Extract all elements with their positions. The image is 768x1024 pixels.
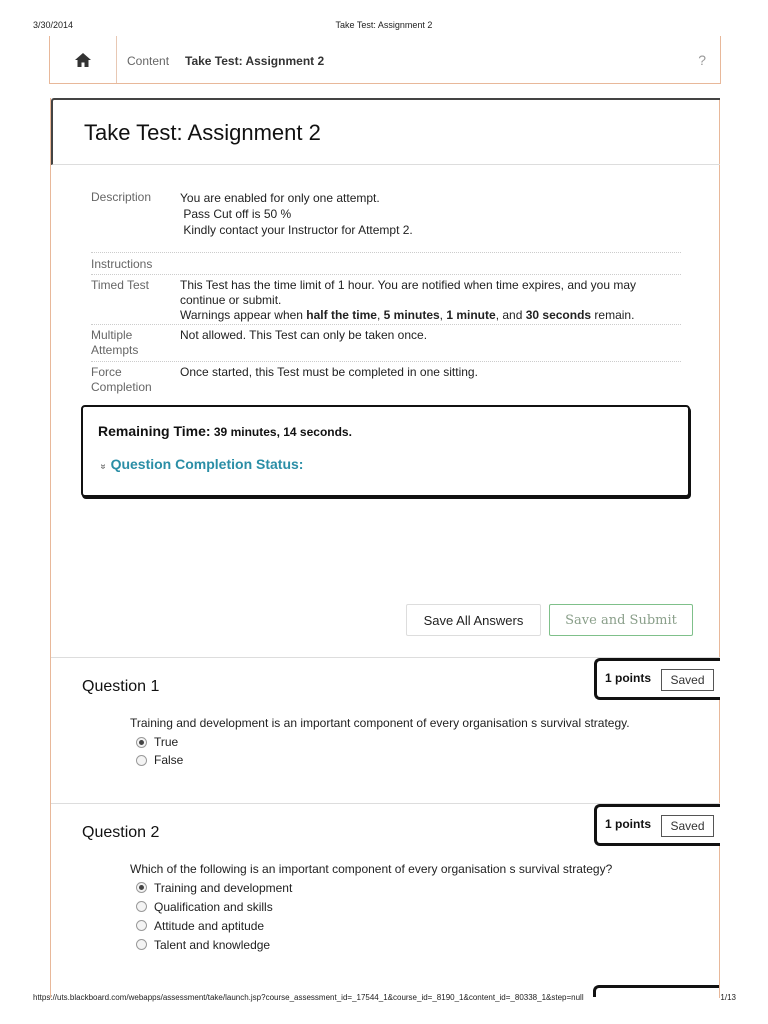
remaining-time	[98, 423, 352, 439]
question-1	[51, 657, 720, 803]
warn-5-minutes: 5 minutes	[383, 308, 440, 322]
radio-button[interactable]	[136, 755, 147, 766]
saved-status-badge: Saved	[661, 669, 714, 691]
label-line: Completion	[91, 380, 152, 394]
timed-test-value	[180, 278, 681, 323]
question-text: Which of the following is an important component of every organisation s survival strategy?	[130, 862, 613, 876]
points-label: 1 points	[605, 671, 652, 685]
question-2	[51, 803, 720, 993]
title-bar	[51, 98, 720, 165]
timed-test-warnings	[180, 308, 681, 323]
description-line: Kindly contact your Instructor for Attempt 2.	[180, 223, 413, 237]
answer-option-false[interactable]	[136, 751, 183, 769]
home-icon	[74, 52, 92, 68]
timed-test-label: Timed Test	[91, 278, 150, 292]
points-box	[594, 658, 720, 700]
answer-option-true[interactable]	[136, 733, 183, 751]
radio-button[interactable]	[136, 939, 147, 950]
instructions-label: Instructions	[91, 257, 153, 271]
question-title: Question 2	[82, 824, 160, 841]
description-label: Description	[91, 190, 152, 204]
chevron-down-icon: »	[97, 463, 109, 470]
multiple-attempts-label	[91, 328, 138, 358]
answer-option[interactable]	[136, 916, 292, 935]
question-title: Question 1	[82, 678, 160, 695]
home-button[interactable]	[50, 36, 117, 83]
warn-1-minute: 1 minute	[446, 308, 496, 322]
description-line: You are enabled for only one attempt.	[180, 191, 380, 205]
info-row-force-completion	[91, 362, 681, 398]
label-line: Force	[91, 365, 122, 379]
warn-text: ,	[439, 308, 447, 322]
warn-text: Warnings appear when	[180, 308, 307, 322]
breadcrumb	[49, 36, 721, 84]
print-page-number: 1/13	[720, 993, 736, 1002]
label-line: Multiple	[91, 328, 133, 342]
option-label: Attitude and aptitude	[154, 918, 265, 933]
radio-button-selected[interactable]	[136, 882, 147, 893]
radio-button-selected[interactable]	[136, 737, 147, 748]
answer-options	[136, 878, 292, 954]
saved-status-badge: Saved	[661, 815, 714, 837]
print-date: 3/30/2014	[33, 20, 74, 30]
test-info-table	[91, 188, 681, 398]
help-icon[interactable]: ?	[698, 52, 706, 68]
save-all-answers-button[interactable]: Save All Answers	[406, 604, 541, 636]
answer-option[interactable]	[136, 935, 292, 954]
answer-options	[136, 733, 183, 769]
page-title: Take Test: Assignment 2	[84, 120, 321, 145]
remaining-time-label: Remaining Time:	[98, 423, 211, 439]
info-row-description	[91, 188, 681, 253]
save-and-submit-button[interactable]: Save and Submit	[549, 604, 693, 636]
warn-30-seconds: 30 seconds	[525, 308, 592, 322]
option-label: Training and development	[154, 880, 293, 895]
info-row-multiple-attempts	[91, 325, 681, 362]
remaining-time-value: 39 minutes, 14 seconds.	[210, 425, 352, 439]
print-title: Take Test: Assignment 2	[335, 20, 433, 30]
force-completion-label	[91, 365, 152, 395]
option-label: Talent and knowledge	[154, 937, 271, 952]
info-row-timed-test	[91, 275, 681, 325]
completion-status-label: Question Completion Status:	[110, 456, 304, 472]
timer-box	[81, 405, 690, 497]
info-row-instructions	[91, 253, 681, 275]
question-completion-status-toggle[interactable]	[97, 456, 304, 472]
description-line: Pass Cut off is 50 %	[180, 207, 292, 221]
print-url: https://uts.blackboard.com/webapps/assessment/take/launch.jsp?course_assessment_id=_17544_1&course_id=_8190_1&content_id=_80338_1&step=null	[33, 993, 584, 1002]
points-label: 1 points	[605, 817, 652, 831]
breadcrumb-content-link[interactable]: Content	[127, 54, 170, 68]
radio-button[interactable]	[136, 920, 147, 931]
option-label: False	[154, 753, 184, 767]
multiple-attempts-value: Not allowed. This Test can only be taken once.	[180, 328, 428, 342]
test-panel	[50, 98, 720, 998]
force-completion-value: Once started, this Test must be completed in one sitting.	[180, 365, 478, 379]
answer-option[interactable]	[136, 897, 292, 916]
points-box	[594, 804, 720, 846]
timed-test-line: This Test has the time limit of 1 hour. You are notified when time expires, and you may continue or submit.	[180, 278, 637, 307]
label-line: Attempts	[91, 343, 139, 357]
warn-half-time: half the time	[306, 308, 377, 322]
warn-text: remain.	[591, 308, 635, 322]
answer-option[interactable]	[136, 878, 292, 897]
warn-text: ,	[376, 308, 384, 322]
next-question-points-box-edge	[593, 985, 719, 997]
question-text: Training and development is an important component of every organisation s survival strategy.	[130, 716, 630, 730]
radio-button[interactable]	[136, 901, 147, 912]
breadcrumb-current: Take Test: Assignment 2	[185, 54, 325, 68]
description-value	[180, 190, 681, 238]
option-label: True	[154, 735, 179, 749]
warn-text: , and	[495, 308, 526, 322]
option-label: Qualification and skills	[154, 899, 273, 914]
